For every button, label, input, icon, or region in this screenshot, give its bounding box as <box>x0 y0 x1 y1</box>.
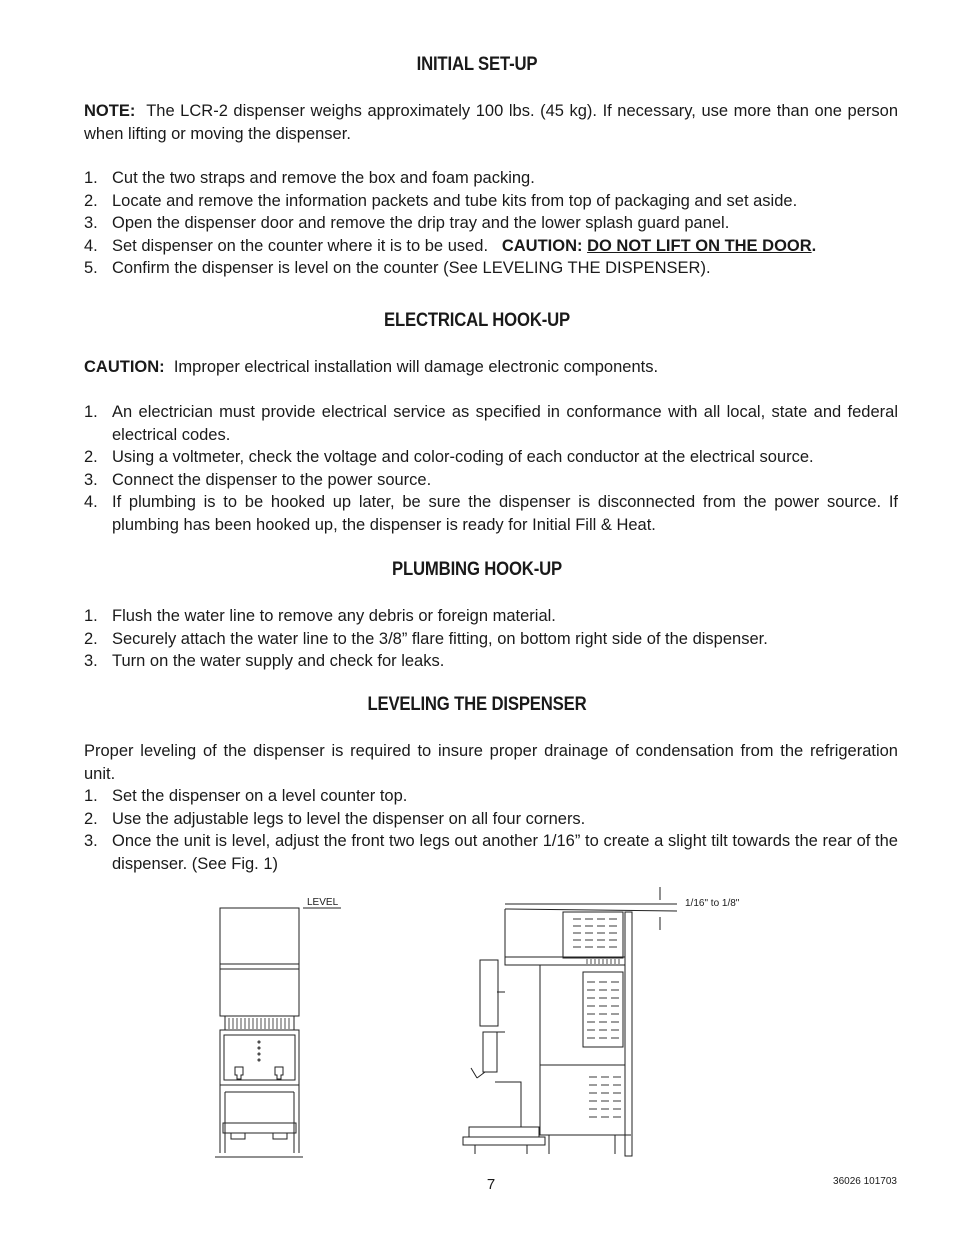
tilt-label: 1/16" to 1/8" <box>685 898 740 909</box>
plumbing-steps <box>84 605 898 673</box>
initial-setup-heading: INITIAL SET-UP <box>416 54 538 75</box>
caution-label: CAUTION: <box>501 236 583 255</box>
electrical-steps <box>84 401 898 536</box>
caution-label: CAUTION: <box>84 358 165 376</box>
list-item: 5. Confirm the dispenser is level on the counter (See LEVELING THE DISPENSER). <box>84 259 711 277</box>
plumbing-heading: PLUMBING HOOK-UP <box>392 559 562 580</box>
leveling-intro: Proper leveling of the dispenser is required to insure proper drainage of condensation from the refrigeration unit. <box>84 742 898 783</box>
electrical-heading: ELECTRICAL HOOK-UP <box>383 310 571 331</box>
initial-setup-steps <box>84 167 898 280</box>
page-number: 7 <box>486 1176 496 1193</box>
list-item: 1. An electrician must provide electrical service as specified in conformance with all local, state and federal electrical codes. <box>84 403 898 444</box>
list-item: 3. Once the unit is level, adjust the front two legs out another 1/16” to create a slight tilt towards the rear of the dispenser. (See Fig. 1) <box>84 832 898 873</box>
initial-setup-note <box>84 100 898 145</box>
note-text: The LCR-2 dispenser weighs approximately 100 lbs. (45 kg). If necessary, use more than one person when lifting or moving the dispenser. <box>84 102 898 143</box>
document-code: 36026 101703 <box>833 1176 897 1187</box>
leveling-heading: LEVELING THE DISPENSER <box>367 694 587 715</box>
caution-text: Improper electrical installation will damage electronic components. <box>173 358 659 376</box>
list-item: 2. Locate and remove the information packets and tube kits from top of packaging and set aside. <box>84 191 798 210</box>
list-item: 1. Set the dispenser on a level counter top. <box>84 787 408 805</box>
list-item: 4. If plumbing is to be hooked up later, be sure the dispenser is disconnected from the power source. If plumbing has been hooked up, the dispenser is ready for Initial Fill & Heat. <box>84 493 898 534</box>
list-item: 3. Open the dispenser door and remove the drip tray and the lower splash guard panel. <box>84 214 730 232</box>
list-item: 3. Turn on the water supply and check for leaks. <box>84 652 445 670</box>
front-view-diagram <box>215 895 350 1160</box>
leveling-steps <box>84 785 898 875</box>
list-item: 2. Using a voltmeter, check the voltage and color-coding of each conductor at the electrical source. <box>84 448 814 466</box>
list-item: 2. Securely attach the water line to the 3/8” flare fitting, on bottom right side of the dispenser. <box>84 629 768 648</box>
electrical-caution <box>84 356 898 379</box>
side-view-diagram <box>455 882 685 1162</box>
caution-text: DO NOT LIFT ON THE DOOR <box>587 236 812 255</box>
list-item: 2. Use the adjustable legs to level the dispenser on all four corners. <box>84 809 586 828</box>
level-label: LEVEL <box>307 897 339 908</box>
note-label: NOTE: <box>84 102 136 120</box>
list-item: 3. Connect the dispenser to the power source. <box>84 470 432 489</box>
list-item: 1. Flush the water line to remove any debris or foreign material. <box>84 607 556 625</box>
list-item: 4. Set dispenser on the counter where it is to be used. CAUTION: DO NOT LIFT ON THE DOOR. <box>84 236 817 255</box>
list-item: 1. Cut the two straps and remove the box and foam packing. <box>84 169 535 187</box>
